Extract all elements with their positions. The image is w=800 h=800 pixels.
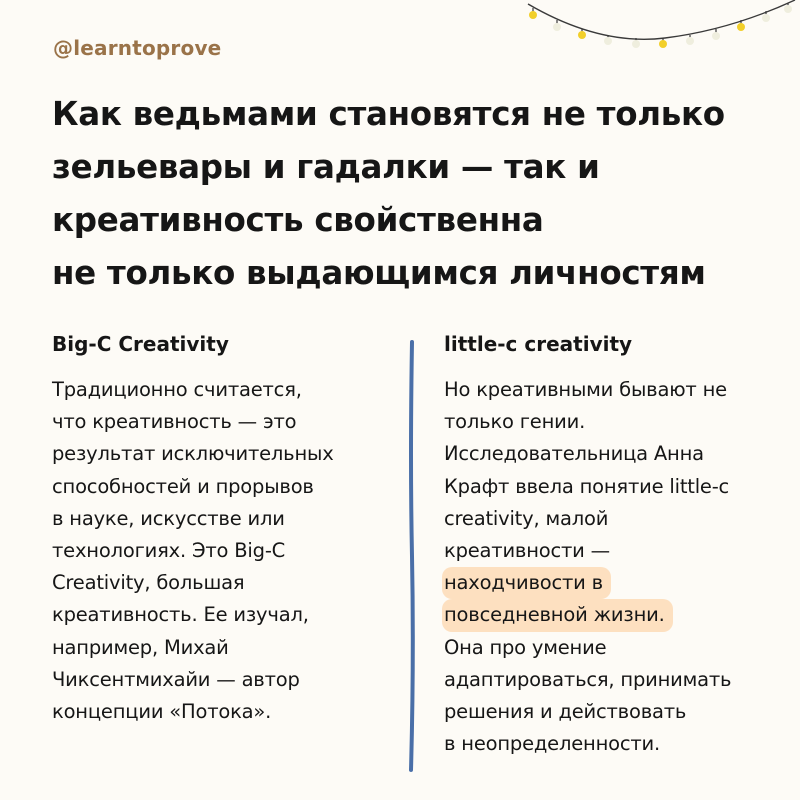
text-line: Но креативными бывают не bbox=[444, 378, 727, 401]
text-line: creativity, малой bbox=[444, 506, 609, 530]
big-c-text bbox=[52, 374, 392, 728]
text-line: Чиксентмихайи — автор bbox=[52, 667, 300, 691]
headline bbox=[52, 88, 792, 300]
text-line: концепции «Потока». bbox=[52, 700, 272, 724]
text-line: технологиях. Это Big-C bbox=[52, 539, 286, 563]
highlighted-text-line: находчивости в bbox=[442, 567, 611, 599]
little-c-title: little-c creativity bbox=[444, 332, 633, 356]
text-line: Традиционно считается, bbox=[52, 378, 302, 401]
text-line: результат исключительных bbox=[52, 442, 334, 466]
text-line: Исследовательница Анна bbox=[444, 442, 704, 466]
headline-line: Как ведьмами становятся не только bbox=[52, 95, 725, 133]
column-divider bbox=[408, 340, 416, 772]
big-c-title: Big-C Creativity bbox=[52, 332, 229, 356]
headline-line: зельевары и гадалки — так и bbox=[52, 148, 600, 186]
little-c-column bbox=[444, 330, 794, 760]
headline-line: креативность свойственна bbox=[52, 201, 544, 239]
big-c-column bbox=[52, 330, 392, 728]
text-line: Крафт ввела понятие little-c bbox=[444, 474, 730, 498]
text-line: способностей и прорывов bbox=[52, 474, 314, 498]
text-line: Creativity, большая bbox=[52, 571, 245, 595]
text-line: в неопределенности. bbox=[444, 732, 661, 756]
headline-line: не только выдающимся личностям bbox=[52, 254, 706, 292]
little-c-text bbox=[444, 374, 794, 760]
text-line: только гении. bbox=[444, 410, 586, 434]
text-line: что креативность — это bbox=[52, 410, 297, 434]
text-line: Она про умение bbox=[444, 635, 607, 659]
highlighted-text-line: повседневной жизни. bbox=[442, 599, 673, 631]
text-line: адаптироваться, принимать bbox=[444, 667, 732, 691]
text-line: в науке, искусстве или bbox=[52, 506, 285, 530]
text-line: креативность. Ее изучал, bbox=[52, 603, 309, 627]
text-line: решения и действовать bbox=[444, 700, 687, 724]
text-line: например, Михай bbox=[52, 635, 229, 659]
text-line: креативности — bbox=[444, 539, 610, 563]
account-handle: @learntoprove bbox=[53, 36, 222, 60]
